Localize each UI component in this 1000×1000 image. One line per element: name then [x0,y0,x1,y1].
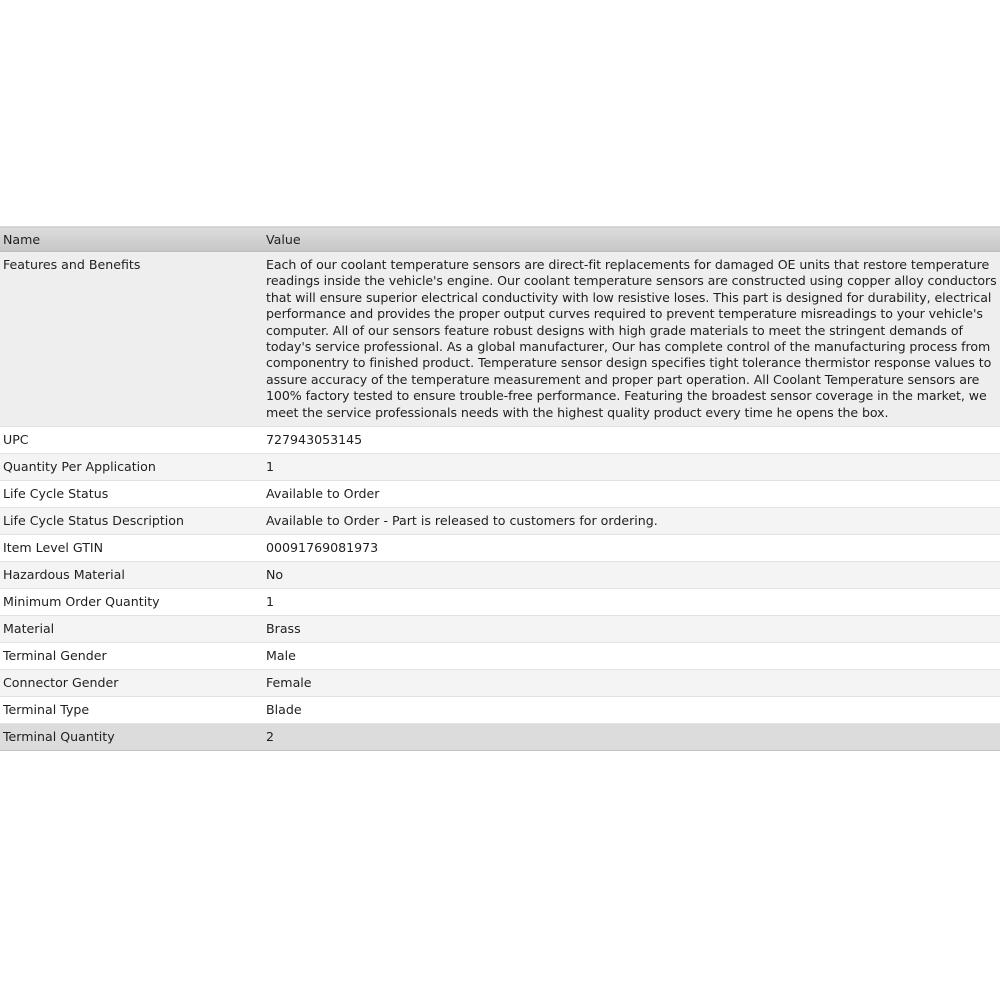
row-name: Life Cycle Status Description [0,508,263,535]
table-header-row [0,227,1000,252]
row-name: Terminal Type [0,697,263,724]
row-value: Female [263,670,1000,697]
table-row [0,562,1000,589]
row-value: Male [263,643,1000,670]
row-value: 2 [263,724,1000,751]
table-row [0,454,1000,481]
table-row [0,508,1000,535]
table-row [0,643,1000,670]
row-value: 1 [263,454,1000,481]
row-value: Blade [263,697,1000,724]
row-name: Minimum Order Quantity [0,589,263,616]
table-row [0,481,1000,508]
row-name: Terminal Gender [0,643,263,670]
row-name: UPC [0,427,263,454]
row-name: Terminal Quantity [0,724,263,751]
row-value: 1 [263,589,1000,616]
row-value: Available to Order - Part is released to customers for ordering. [263,508,1000,535]
row-name: Material [0,616,263,643]
row-value: Available to Order [263,481,1000,508]
product-spec-table [0,226,1000,751]
row-value: Brass [263,616,1000,643]
table-row [0,427,1000,454]
row-value: 00091769081973 [263,535,1000,562]
table-row [0,535,1000,562]
row-name: Hazardous Material [0,562,263,589]
row-name: Item Level GTIN [0,535,263,562]
table-row [0,616,1000,643]
row-name: Features and Benefits [0,252,263,427]
name-column-header[interactable]: Name [0,227,263,252]
row-value: 727943053145 [263,427,1000,454]
row-name: Life Cycle Status [0,481,263,508]
row-name: Quantity Per Application [0,454,263,481]
table-row [0,670,1000,697]
row-name: Connector Gender [0,670,263,697]
table-row [0,724,1000,751]
row-value: Each of our coolant temperature sensors are direct-fit replacements for damaged OE units that restore temperature readings inside the vehicle's engine. Our coolant temperature sensors are constructed using copper alloy conductors that will ensure superior electrical conductivity with low resistive loses. This part is designed for durability, electrical performance and provides the proper output curves required to prevent temperature misreadings to your vehicle's computer. All of our sensors feature robust designs with high grade materials to meet the stringent demands of today's service professional. As a global manufacturer, Our has complete control of the manufacturing process from componentry to finished product. Temperature sensor design specifies tight tolerance thermistor response values to assure accuracy of the temperature measurement and proper part operation. All Coolant Temperature sensors are 100% factory tested to ensure trouble-free performance. Featuring the broadest sensor coverage in the market, we meet the service professionals needs with the highest quality product every time he opens the box. [263,252,1000,427]
table-row [0,252,1000,427]
table-row [0,589,1000,616]
row-value: No [263,562,1000,589]
table-row [0,697,1000,724]
value-column-header[interactable]: Value [263,227,1000,252]
